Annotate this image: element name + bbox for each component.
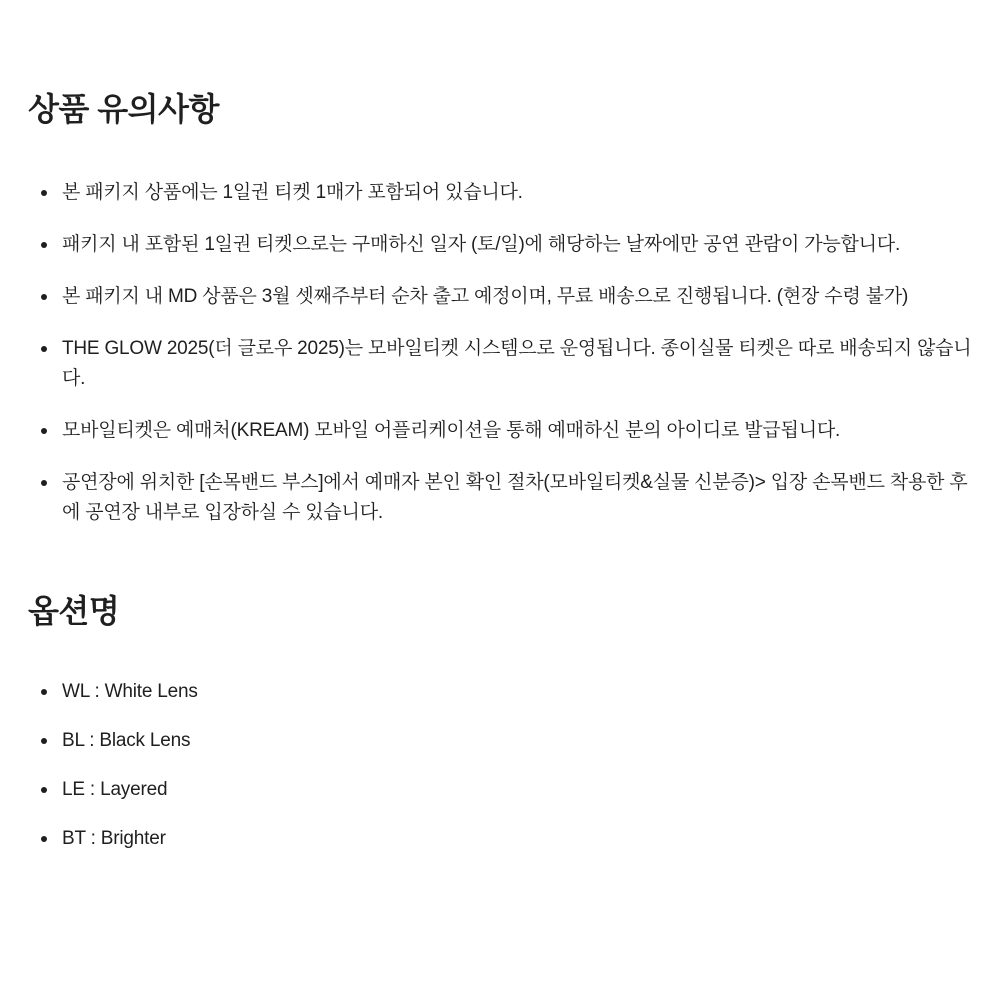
- notice-list-item: [28, 334, 972, 394]
- notice-item-text: 본 패키지 내 MD 상품은 3월 셋째주부터 순차 출고 예정이며, 무료 배송으로 진행됩니다. (현장 수령 불가): [62, 286, 909, 307]
- notice-list-item: [28, 282, 972, 312]
- bullet-icon: [41, 294, 47, 300]
- bullet-icon: [41, 242, 47, 248]
- notice-list-item: [28, 416, 972, 446]
- option-list-item: [28, 825, 972, 853]
- notice-item-text: 본 패키지 상품에는 1일권 티켓 1매가 포함되어 있습니다.: [62, 182, 523, 203]
- notice-item-text: 모바일티켓은 예매처(KREAM) 모바일 어플리케이션을 통해 예매하신 분의 아이디로 발급됩니다.: [62, 420, 841, 441]
- option-list-item: [28, 776, 972, 804]
- option-item-text: BT : Brighter: [62, 828, 166, 849]
- option-section-title: 옵션명: [28, 593, 120, 629]
- option-item-text: LE : Layered: [62, 779, 168, 800]
- notice-list-item: [28, 230, 972, 260]
- bullet-icon: [41, 689, 47, 695]
- option-list-item: [28, 678, 972, 706]
- option-list-item: [28, 727, 972, 755]
- option-item-text: WL : White Lens: [62, 681, 198, 702]
- bullet-icon: [41, 787, 47, 793]
- notice-item-text: THE GLOW 2025(더 글로우 2025)는 모바일티켓 시스템으로 운영됩니다. 종이실물 티켓은 따로 배송되지 않습니다.: [62, 338, 972, 389]
- bullet-icon: [41, 480, 47, 486]
- bullet-icon: [41, 738, 47, 744]
- bullet-icon: [41, 428, 47, 434]
- notice-list: [28, 178, 972, 528]
- notice-list-item: [28, 178, 972, 208]
- bullet-icon: [41, 836, 47, 842]
- notice-list-item: [28, 468, 972, 528]
- notice-item-text: 공연장에 위치한 [손목밴드 부스]에서 예매자 본인 확인 절차(모바일티켓&실물 신분증)> 입장 손목밴드 착용한 후에 공연장 내부로 입장하실 수 있습니다.: [62, 472, 968, 523]
- notice-item-text: 패키지 내 포함된 1일권 티켓으로는 구매하신 일자 (토/일)에 해당하는 날짜에만 공연 관람이 가능합니다.: [62, 234, 901, 255]
- bullet-icon: [41, 190, 47, 196]
- option-list: [28, 678, 972, 853]
- notice-section-title: 상품 유의사항: [28, 91, 219, 127]
- bullet-icon: [41, 346, 47, 352]
- option-item-text: BL : Black Lens: [62, 730, 191, 751]
